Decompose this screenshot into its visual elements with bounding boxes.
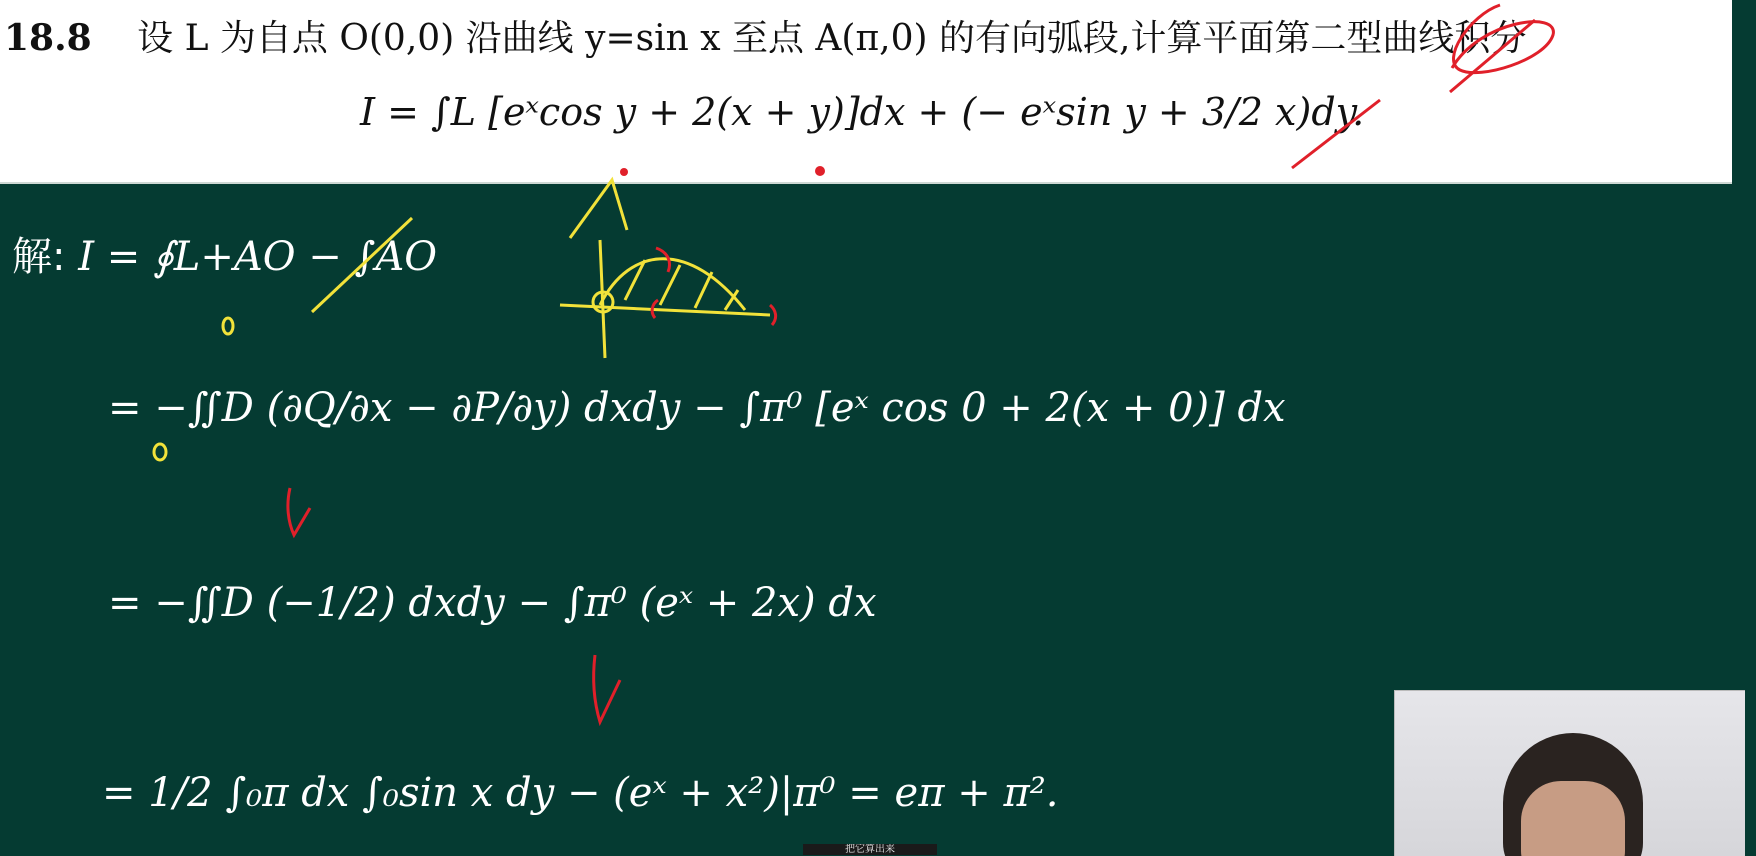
yellow-origin-circle	[593, 292, 613, 312]
yellow-sine-curve	[600, 259, 745, 310]
red-arc-arrows	[652, 248, 775, 325]
problem-statement: 设 L 为自点 O(0,0) 沿曲线 y=sin x 至点 A(π,0) 的有向弧段,计算平面第二型曲线积分	[137, 18, 1527, 59]
solution-line-4: = 1/2 ∫₀π dx ∫₀sin x dy − (eˣ + x²)|π⁰ = eπ + π².	[102, 770, 1059, 816]
yellow-dot-1	[223, 318, 233, 334]
problem-box	[0, 0, 1732, 184]
yellow-dot-2	[154, 444, 166, 460]
presenter-video-overlay	[1394, 690, 1745, 856]
problem-integral: I = ∫L [eˣcos y + 2(x + y)]dx + (− eˣsin y + 3/2 x)dy.	[360, 90, 1365, 134]
yellow-arrow-head	[570, 180, 627, 238]
red-down-arrow-1	[288, 488, 310, 535]
yellow-axis-horizontal	[560, 305, 770, 315]
solution-line-3: = −∬D (−1/2) dxdy − ∫π⁰ (eˣ + 2x) dx	[108, 580, 877, 626]
solution-label: 解:	[12, 234, 66, 280]
yellow-axis-vertical	[600, 240, 605, 358]
problem-number: 18.8	[4, 17, 92, 59]
subtitle-caption: 把它算出来	[803, 844, 937, 855]
presenter-face	[1521, 781, 1625, 856]
solution-line-2: = −∬D (∂Q/∂x − ∂P/∂y) dxdy − ∫π⁰ [eˣ cos 0 + 2(x + 0)] dx	[108, 385, 1286, 431]
solution-line-1	[12, 225, 437, 282]
solution-line-1-text: I = ∮L+AO − ∫AO	[78, 234, 438, 280]
red-down-arrow-2	[594, 655, 620, 722]
problem-statement-line	[4, 10, 1526, 61]
yellow-hatching	[625, 260, 738, 310]
